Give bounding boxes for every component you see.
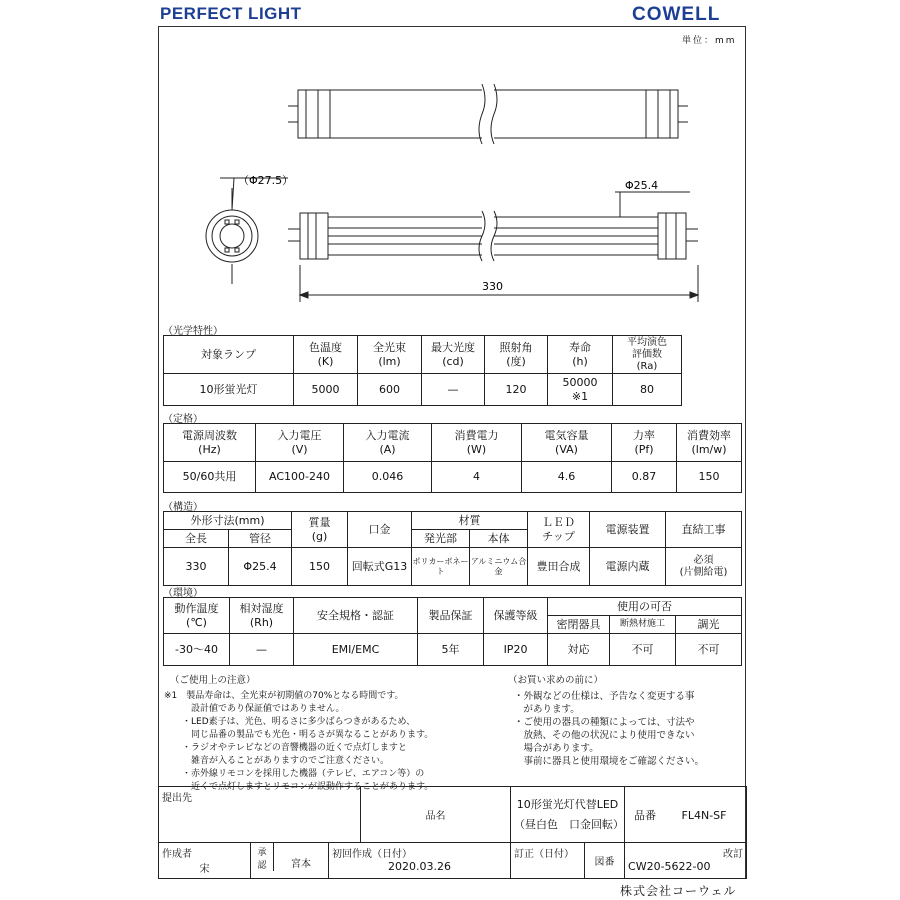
rating-value-3: 0.046 — [344, 462, 432, 493]
structure-value-5: ポリカーボネート — [412, 548, 470, 586]
dimming-header: 調光 — [676, 616, 742, 634]
emitter-header: 発光部 — [412, 530, 470, 548]
first-created: 2020.03.26 — [388, 860, 451, 873]
end-diameter-label: （Φ27.5） — [238, 174, 294, 187]
technical-drawing — [170, 70, 730, 320]
optical-table — [163, 335, 682, 406]
part-no-cell — [625, 787, 747, 843]
optical-value-5: 120 — [485, 374, 548, 406]
author-label: 作成者 — [162, 849, 192, 860]
structure-value-6: アルミニウム合金 — [470, 548, 528, 586]
approval-cell — [251, 843, 329, 879]
rating-header-5: 電気容量 (VA) — [522, 424, 612, 462]
warranty-header: 製品保証 — [418, 598, 484, 634]
product-name-line-1: 10形蛍光灯代替LED — [516, 797, 619, 811]
optical-value-7: 80 — [613, 374, 682, 406]
approve-label: 承 認 — [251, 843, 274, 871]
rating-value-2: AC100-240 — [256, 462, 344, 493]
env-value-3: EMI/EMC — [294, 634, 418, 666]
optical-header-3: 全光束 (lm) — [358, 336, 422, 374]
purchase-notes-title: （お買い求めの前に） — [508, 675, 604, 686]
product-name — [511, 787, 625, 843]
author: 宋 — [199, 864, 210, 875]
body-header: 本体 — [470, 530, 528, 548]
op-temp-header: 動作温度 (℃) — [164, 598, 230, 634]
title-block — [158, 786, 747, 879]
part-no-label: 品番 — [634, 808, 657, 822]
brand-logo-left: PERFECT LIGHT — [160, 4, 302, 23]
rating-value-6: 0.87 — [612, 462, 677, 493]
direct-wiring-header: 直結工事 — [666, 512, 742, 548]
author-cell — [159, 843, 251, 879]
structure-value-1: 330 — [164, 548, 229, 586]
humidity-header: 相対湿度 (Rh) — [230, 598, 294, 634]
rating-value-1: 50/60共用 — [164, 462, 256, 493]
environment-section-label: （環境） — [163, 588, 203, 599]
purchase-notes-text: ・外観などの仕様は、予告なく変更する事 があります。 ・ご使用の器具の種類によっては、寸法や 放熱、その他の状況により使用できない 場合があります。 事前に器具と使用環境をご確認ください。 — [514, 691, 705, 767]
structure-value-7: 豊田合成 — [528, 548, 590, 586]
structure-value-4: 回転式G13 — [348, 548, 412, 586]
rating-header-3: 入力電流 (A) — [344, 424, 432, 462]
optical-header-1: 対象ランプ — [164, 336, 294, 374]
environment-table — [163, 597, 742, 666]
unit-label: 単位：mm — [682, 36, 737, 46]
protection-header: 保護等級 — [484, 598, 548, 634]
rating-header-6: 力率 (Pf) — [612, 424, 677, 462]
env-value-1: -30～40 — [164, 634, 230, 666]
safety-header: 安全規格・認証 — [294, 598, 418, 634]
optical-section-label: （光学特性） — [163, 326, 223, 337]
power-unit-header: 電源装置 — [590, 512, 666, 548]
structure-value-9: 必須 (片側給電) — [666, 548, 742, 586]
sealed-header: 密閉器具 — [548, 616, 610, 634]
product-name-line-2: （昼白色 口金回転） — [514, 817, 625, 831]
first-created-cell — [329, 843, 511, 879]
tube-dia-header: 管径 — [229, 530, 292, 548]
structure-table — [163, 511, 742, 586]
company-name: 株式会社コーウェル — [620, 884, 737, 898]
rating-header-4: 消費電力 (W) — [432, 424, 522, 462]
submit-to-label: 提出先 — [159, 787, 361, 843]
env-value-8: 不可 — [676, 634, 742, 666]
material-header: 材質 — [412, 512, 528, 530]
rating-value-5: 4.6 — [522, 462, 612, 493]
rating-section-label: （定格） — [163, 414, 203, 425]
rating-header-7: 消費効率 (lm/w) — [677, 424, 742, 462]
total-length-header: 全長 — [164, 530, 229, 548]
base-header: 口金 — [348, 512, 412, 548]
brand-logo-right: COWELL — [632, 4, 721, 25]
tube-diameter-label: Φ25.4 — [625, 179, 659, 192]
optical-value-6: 50000 ※1 — [548, 374, 613, 406]
drawing-no-label: 図番 — [585, 843, 625, 879]
rating-value-7: 150 — [677, 462, 742, 493]
usage-notes-text: ※1 製品寿命は、全光束が初期値の70%となる時間です。 設計値であり保証値ではありません。 ・LED素子は、光色、明るさに多少ばらつきがあるため、 同じ品番の製品でも光色・明るさが異なることがあります。 ・ラジオやテレビなどの音響機器の近くで点灯しますと 雑音が入ることがありますのでご注意ください。 ・赤外線リモコンを採用した機器（テレビ、エアコン等）の 近くで点灯しますとリモコンが誤動作することがあります。 — [164, 691, 434, 792]
env-value-6: 対応 — [548, 634, 610, 666]
structure-value-8: 電源内蔵 — [590, 548, 666, 586]
optical-header-6: 寿命 (h) — [548, 336, 613, 374]
outer-size-header: 外形寸法(mm) — [164, 512, 292, 530]
first-created-label: 初回作成（日付） — [332, 849, 412, 860]
optical-value-1: 10形蛍光灯 — [164, 374, 294, 406]
part-no: FL4N-SF — [681, 808, 727, 822]
env-value-2: — — [230, 634, 294, 666]
optical-header-7: 平均演色 評価数 (Ra) — [613, 336, 682, 374]
optical-value-4: — — [422, 374, 485, 406]
optical-header-4: 最大光度 (cd) — [422, 336, 485, 374]
drawing-no: CW20-5622-00 — [628, 860, 711, 873]
revision-label: 訂正（日付） — [514, 849, 575, 860]
product-name-label: 品名 — [361, 787, 511, 843]
approver: 宮本 — [291, 859, 311, 870]
weight-header: 質量 (g) — [292, 512, 348, 548]
rating-value-4: 4 — [432, 462, 522, 493]
env-value-4: 5年 — [418, 634, 484, 666]
rating-header-1: 電源周波数 (Hz) — [164, 424, 256, 462]
usability-header: 使用の可否 — [548, 598, 742, 616]
rating-table — [163, 423, 742, 493]
structure-value-2: Φ25.4 — [229, 548, 292, 586]
env-value-7: 不可 — [610, 634, 676, 666]
led-chip-header: ＬＥＤ チップ — [528, 512, 590, 548]
optical-value-2: 5000 — [294, 374, 358, 406]
structure-value-3: 150 — [292, 548, 348, 586]
drawing-no-cell — [625, 843, 747, 879]
structure-section-label: （構造） — [163, 502, 203, 513]
env-value-5: IP20 — [484, 634, 548, 666]
usage-notes-title: （ご使用上の注意） — [170, 675, 256, 686]
revision-mark-label: 改訂 — [723, 849, 744, 860]
revision-cell — [511, 843, 585, 879]
rating-header-2: 入力電圧 (V) — [256, 424, 344, 462]
insulation-header: 断熱材施工 — [610, 616, 676, 634]
optical-header-5: 照射角 (度) — [485, 336, 548, 374]
length-label: 330 — [482, 280, 503, 293]
optical-value-3: 600 — [358, 374, 422, 406]
optical-header-2: 色温度 (K) — [294, 336, 358, 374]
